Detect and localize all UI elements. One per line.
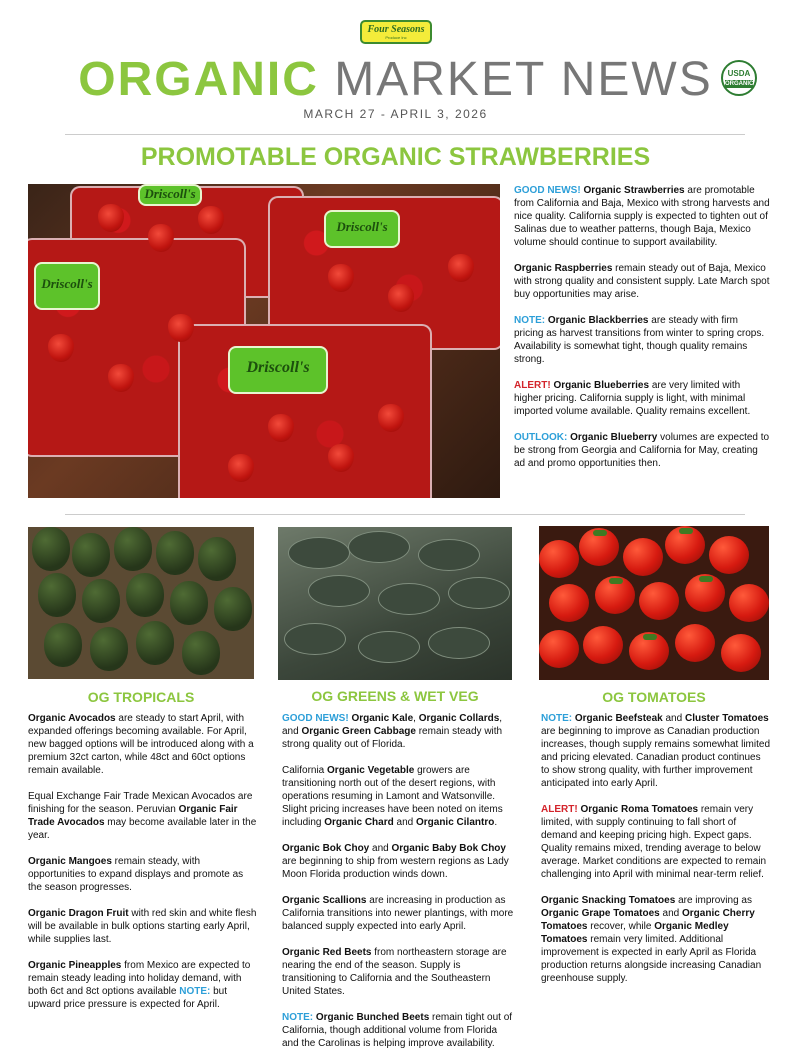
paragraph-text: are beginning to improve as Canadian production increases, though supply remains somewhat limited and pricing elevated. Canadian product continues to show strong quality, with further improvement anticipated into early April.: [541, 726, 770, 789]
product-name: Organic Bunched Beets: [315, 1012, 430, 1023]
paragraph-text: are promotable from California and Baja, Mexico with strong harvests and nice quality. California supply is expected to tighten out of Salinas due to weather patterns, though Baja, Mexico volume should continue to support availability.: [514, 185, 770, 248]
product-name: Organic Grape Tomatoes: [541, 908, 660, 919]
paragraph-text: from northeastern storage are nearing the end of the season. Supply is transitioning to California and the Southeastern United States.: [282, 947, 507, 997]
paragraph-text: Equal Exchange Fair Trade Mexican Avocados are finishing for the season. Peruvian: [28, 791, 253, 815]
text-separator: ,: [413, 713, 419, 724]
text-separator: and: [369, 843, 392, 854]
avocado: [114, 527, 152, 571]
avocado: [44, 623, 82, 667]
tomato-stem: [609, 578, 623, 584]
text-separator: .: [494, 817, 498, 828]
avocado: [72, 533, 110, 577]
driscolls-label: Driscoll's: [324, 210, 400, 248]
greens-column: [282, 712, 514, 1050]
strawberry-photo: [28, 184, 500, 498]
product-name: Organic Cherry Tomatoes: [541, 908, 755, 932]
vegetable-paragraph: [282, 764, 514, 829]
paragraph-text: remain steady with strong quality out of Florida.: [282, 726, 503, 750]
paragraph-text: are very limited with higher pricing. California supply is light, with minimal imported volume available. Quality remains excellent.: [514, 380, 751, 417]
dragon-fruit-paragraph: [28, 907, 258, 946]
tomato: [583, 626, 623, 664]
kale-bunch: [428, 627, 490, 659]
note-tag: NOTE:: [541, 713, 573, 724]
usda-seal-top: USDA: [727, 69, 751, 78]
greens-heading: OG GREENS & WET VEG: [311, 688, 479, 704]
product-name: Organic Medley Tomatoes: [541, 921, 729, 945]
kale-paragraph: [282, 712, 514, 751]
kale-bunch: [378, 583, 440, 615]
tomato-stem: [699, 576, 713, 582]
red-beet-paragraph: [282, 946, 514, 998]
raspberry-paragraph: [514, 262, 770, 301]
paragraph-text: but upward price pressure is expected for April.: [28, 986, 228, 1010]
kale-bunch: [418, 539, 480, 571]
avocado: [82, 579, 120, 623]
tomato: [729, 584, 769, 622]
product-name: Organic Blackberries: [547, 315, 649, 326]
strawberry-paragraph: [514, 184, 770, 249]
product-name: Organic Snacking Tomatoes: [541, 895, 676, 906]
tomato-stem: [593, 530, 607, 536]
product-name: Cluster Tomatoes: [684, 713, 769, 724]
tomato-stem: [643, 634, 657, 640]
kale-bunch: [288, 537, 350, 569]
avocado: [182, 631, 220, 675]
pineapple-paragraph: [28, 959, 258, 1011]
product-name: Organic Collards: [418, 713, 500, 724]
product-name: Organic Green Cabbage: [301, 726, 416, 737]
product-name: Organic Baby Bok Choy: [391, 843, 506, 854]
product-name: Organic Beefsteak: [574, 713, 663, 724]
text-separator: and: [662, 713, 685, 724]
product-name: Organic Strawberries: [583, 185, 685, 196]
header-divider: [65, 134, 745, 135]
product-name: Organic Cilantro: [415, 817, 495, 828]
kale-bunch: [308, 575, 370, 607]
outlook-tag: OUTLOOK:: [514, 432, 568, 443]
tropicals-column: [28, 712, 258, 1011]
text-separator: , and: [282, 713, 503, 737]
paragraph-text: from Mexico are expected to remain steady leading into holiday demand, with both 6ct and 8ct options available: [28, 960, 251, 997]
paragraph-text: California: [282, 765, 328, 776]
blueberry-paragraph: [514, 379, 770, 418]
text-separator: recover, while: [587, 921, 655, 932]
beefsteak-paragraph: [541, 712, 771, 790]
tomatoes-heading: OG TOMATOES: [602, 689, 706, 705]
tomato: [639, 582, 679, 620]
logo-text: Four Seasons: [367, 24, 425, 35]
masthead-title: [0, 52, 791, 108]
tomato: [675, 624, 715, 662]
alert-tag: ALERT!: [541, 804, 578, 815]
paragraph-text: may become available later in the year.: [28, 817, 257, 841]
usda-organic-seal-icon: [721, 60, 757, 96]
masthead-market-news: MARKET NEWS: [334, 53, 713, 106]
product-name: Organic Pineapples: [28, 960, 122, 971]
snacking-paragraph: [541, 894, 771, 985]
tomato: [539, 630, 579, 668]
paragraph-text: growers are transitioning north out of the desert regions, with operations resuming in Lamont and Watsonville. Slight pricing increases have been noted on items including: [282, 765, 503, 828]
product-name: Organic Blueberry: [570, 432, 658, 443]
tomato: [721, 634, 761, 672]
text-separator: and: [659, 908, 682, 919]
paragraph-text: remain tight out of California, though additional volume from Florida and the Carolinas is helping improve availability.: [282, 1012, 513, 1049]
avocado: [90, 627, 128, 671]
feature-headline: PROMOTABLE ORGANIC STRAWBERRIES: [140, 143, 651, 171]
product-name: Organic Vegetable: [327, 765, 415, 776]
mango-paragraph: [28, 855, 258, 894]
issue-date: MARCH 27 - APRIL 3, 2026: [303, 107, 488, 121]
paragraph-text: volumes are expected to be strong from Georgia and California for May, creating ad and promo opportunities then.: [514, 432, 770, 469]
scallion-paragraph: [282, 894, 514, 933]
paragraph-text: remain very limited. Additional improvement is expected in early April as Florida production returns alongside increasing Canadian greenhouse supply.: [541, 934, 762, 984]
product-name: Organic Bok Choy: [282, 843, 370, 854]
product-name: Organic Fair Trade Avocados: [28, 804, 238, 828]
avocado: [126, 573, 164, 617]
alert-tag: ALERT!: [514, 380, 551, 391]
avocado: [136, 621, 174, 665]
product-name: Organic Dragon Fruit: [28, 908, 129, 919]
good-news-tag: GOOD NEWS!: [282, 713, 349, 724]
tomatoes-column: [541, 712, 771, 985]
outlook-paragraph: [514, 431, 770, 470]
tropicals-heading: OG TROPICALS: [87, 689, 195, 705]
note-tag: NOTE:: [514, 315, 546, 326]
paragraph-text: remain steady out of Baja, Mexico with strong quality and consistent supply. Late March spot buy opportunities may arise.: [514, 263, 770, 300]
product-name: Organic Raspberries: [514, 263, 613, 274]
fair-trade-paragraph: [28, 790, 258, 842]
paragraph-text: are steady to start April, with expanded offerings becoming available. For April, new bagged options will be introduced along with a premium 32ct carton, while 48ct and 60ct options remain available.: [28, 713, 254, 776]
product-name: Organic Chard: [324, 817, 394, 828]
note-tag: NOTE:: [282, 1012, 314, 1023]
kale-photo: [278, 527, 512, 680]
product-name: Organic Red Beets: [282, 947, 372, 958]
section-divider: [65, 514, 745, 515]
avocado-paragraph: [28, 712, 258, 777]
driscolls-label: Driscoll's: [138, 184, 202, 206]
tomato: [623, 538, 663, 576]
avocado: [32, 527, 70, 571]
product-name: Organic Scallions: [282, 895, 367, 906]
masthead-organic: ORGANIC: [78, 53, 319, 106]
roma-paragraph: [541, 803, 771, 881]
avocado: [198, 537, 236, 581]
bunched-beet-paragraph: [282, 1011, 514, 1050]
logo-subtext: Produce Inc: [385, 35, 407, 40]
feature-text: [514, 184, 770, 470]
driscolls-label: Driscoll's: [34, 262, 100, 310]
paragraph-text: remain very limited, with supply continuing to fall short of demand and keeping pricing high. Expect gaps. Quality remains mixed, trending average to below average. Market conditions are expected to remain challenging into April with minimal near-term relief.: [541, 804, 767, 880]
four-seasons-logo: [360, 20, 432, 44]
paragraph-text: are beginning to ship from western regions as Lady Moon Florida production winds down.: [282, 856, 509, 880]
paragraph-text: remain steady, with opportunities to expand displays and promote as the season progresses.: [28, 856, 244, 893]
tomato-photo: [539, 526, 769, 680]
product-name: Organic Mangoes: [28, 856, 112, 867]
blackberry-paragraph: [514, 314, 770, 366]
product-name: Organic Blueberries: [553, 380, 650, 391]
kale-bunch: [448, 577, 510, 609]
paragraph-text: are increasing in production as California transitions into newer plantings, with more balanced supply expected into early April.: [282, 895, 514, 932]
tomato: [709, 536, 749, 574]
usda-seal-bottom: ORGANIC: [725, 81, 754, 87]
avocado: [38, 573, 76, 617]
paragraph-text: with red skin and white flesh will be available in bulk options starting early April, while supplies last.: [28, 908, 257, 945]
text-separator: and: [393, 817, 416, 828]
tomato-stem: [679, 528, 693, 534]
bok-choy-paragraph: [282, 842, 514, 881]
tomato: [549, 584, 589, 622]
note-tag: NOTE:: [179, 986, 211, 997]
good-news-tag: GOOD NEWS!: [514, 185, 581, 196]
kale-bunch: [284, 623, 346, 655]
avocado: [214, 587, 252, 631]
kale-bunch: [358, 631, 420, 663]
paragraph-text: are steady with firm pricing as harvest transitions from winter to spring crops. Availability is somewhat tight, though quality remains strong.: [514, 315, 765, 365]
avocado: [156, 531, 194, 575]
product-name: Organic Avocados: [28, 713, 116, 724]
product-name: Organic Kale: [351, 713, 414, 724]
product-name: Organic Roma Tomatoes: [580, 804, 699, 815]
kale-bunch: [348, 531, 410, 563]
avocado-photo: [28, 527, 254, 679]
tomato: [539, 540, 579, 578]
text-separator: are improving as: [675, 895, 752, 906]
avocado: [170, 581, 208, 625]
driscolls-label: Driscoll's: [228, 346, 328, 394]
